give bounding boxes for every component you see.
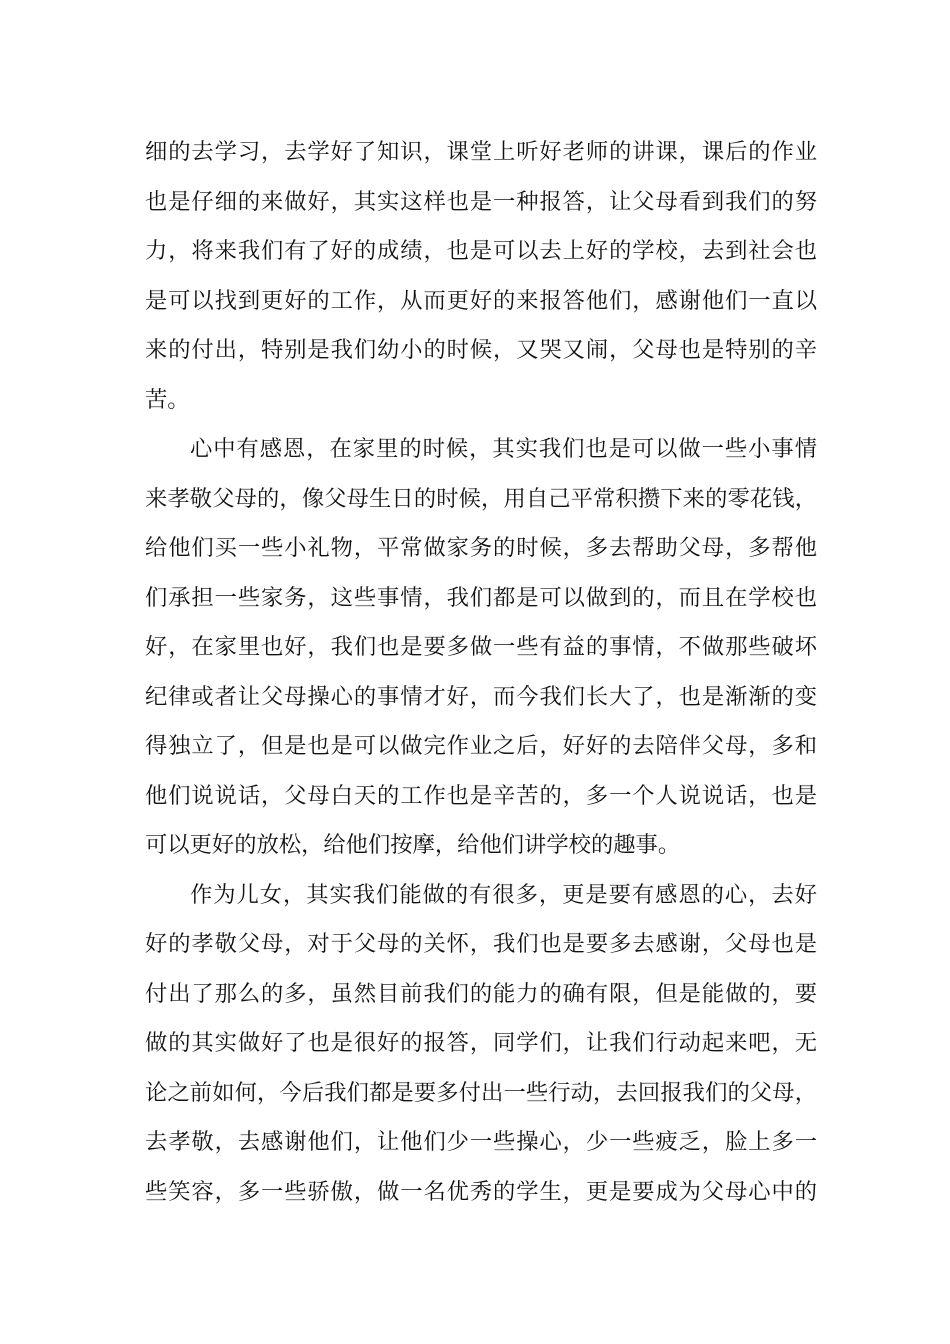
text-line: 来孝敬父母的，像父母生日的时候，用自己平常积攒下来的零花钱， xyxy=(145,485,817,512)
text-line: 给他们买一些小礼物，平常做家务的时候，多去帮助父母，多帮他 xyxy=(145,535,817,561)
text-line: 们承担一些家务，这些事情，我们都是可以做到的，而且在学校也 xyxy=(145,584,817,611)
text-line: 作为儿女，其实我们能做的有很多，更是要有感恩的心，去好 xyxy=(190,881,817,908)
paragraph-1 xyxy=(145,128,817,425)
paragraph-2 xyxy=(145,425,817,871)
text-line: 去孝敬，去感谢他们，让他们少一些操心，少一些疲乏，脸上多一 xyxy=(145,1129,817,1155)
text-line: 好的孝敬父母，对于父母的关怀，我们也是要多去感谢，父母也是 xyxy=(145,931,817,957)
text-line: 是可以找到更好的工作，从而更好的来报答他们，感谢他们一直以 xyxy=(145,287,817,314)
text-line: 心中有感恩，在家里的时候，其实我们也是可以做一些小事情 xyxy=(190,436,817,462)
text-line: 得独立了，但是也是可以做完作业之后，好好的去陪伴父母，多和 xyxy=(145,733,817,759)
text-line: 可以更好的放松，给他们按摩，给他们讲学校的趣事。 xyxy=(145,832,681,858)
paragraph-3 xyxy=(145,871,817,1218)
text-line: 纪律或者让父母操心的事情才好，而今我们长大了，也是渐渐的变 xyxy=(145,683,817,710)
text-line: 力，将来我们有了好的成绩，也是可以去上好的学校，去到社会也 xyxy=(145,238,817,264)
text-line: 付出了那么的多，虽然目前我们的能力的确有限，但是能做的，要 xyxy=(145,980,817,1007)
text-line: 些笑容，多一些骄傲，做一名优秀的学生，更是要成为父母心中的 xyxy=(145,1178,817,1205)
text-line: 他们说说话，父母白天的工作也是辛苦的，多一个人说说话，也是 xyxy=(145,782,817,809)
body-text xyxy=(145,128,817,1217)
text-line: 细的去学习，去学好了知识，课堂上听好老师的讲课，课后的作业 xyxy=(145,139,817,165)
text-line: 来的付出，特别是我们幼小的时候，又哭又闹，父母也是特别的辛 xyxy=(145,337,817,363)
text-line: 论之前如何，今后我们都是要多付出一些行动，去回报我们的父母， xyxy=(145,1079,817,1106)
text-line: 好，在家里也好，我们也是要多做一些有益的事情，不做那些破坏 xyxy=(145,634,817,660)
text-line: 苦。 xyxy=(145,386,190,413)
text-line: 也是仔细的来做好，其实这样也是一种报答，让父母看到我们的努 xyxy=(145,188,817,215)
text-line: 做的其实做好了也是很好的报答，同学们，让我们行动起来吧，无 xyxy=(145,1030,817,1056)
